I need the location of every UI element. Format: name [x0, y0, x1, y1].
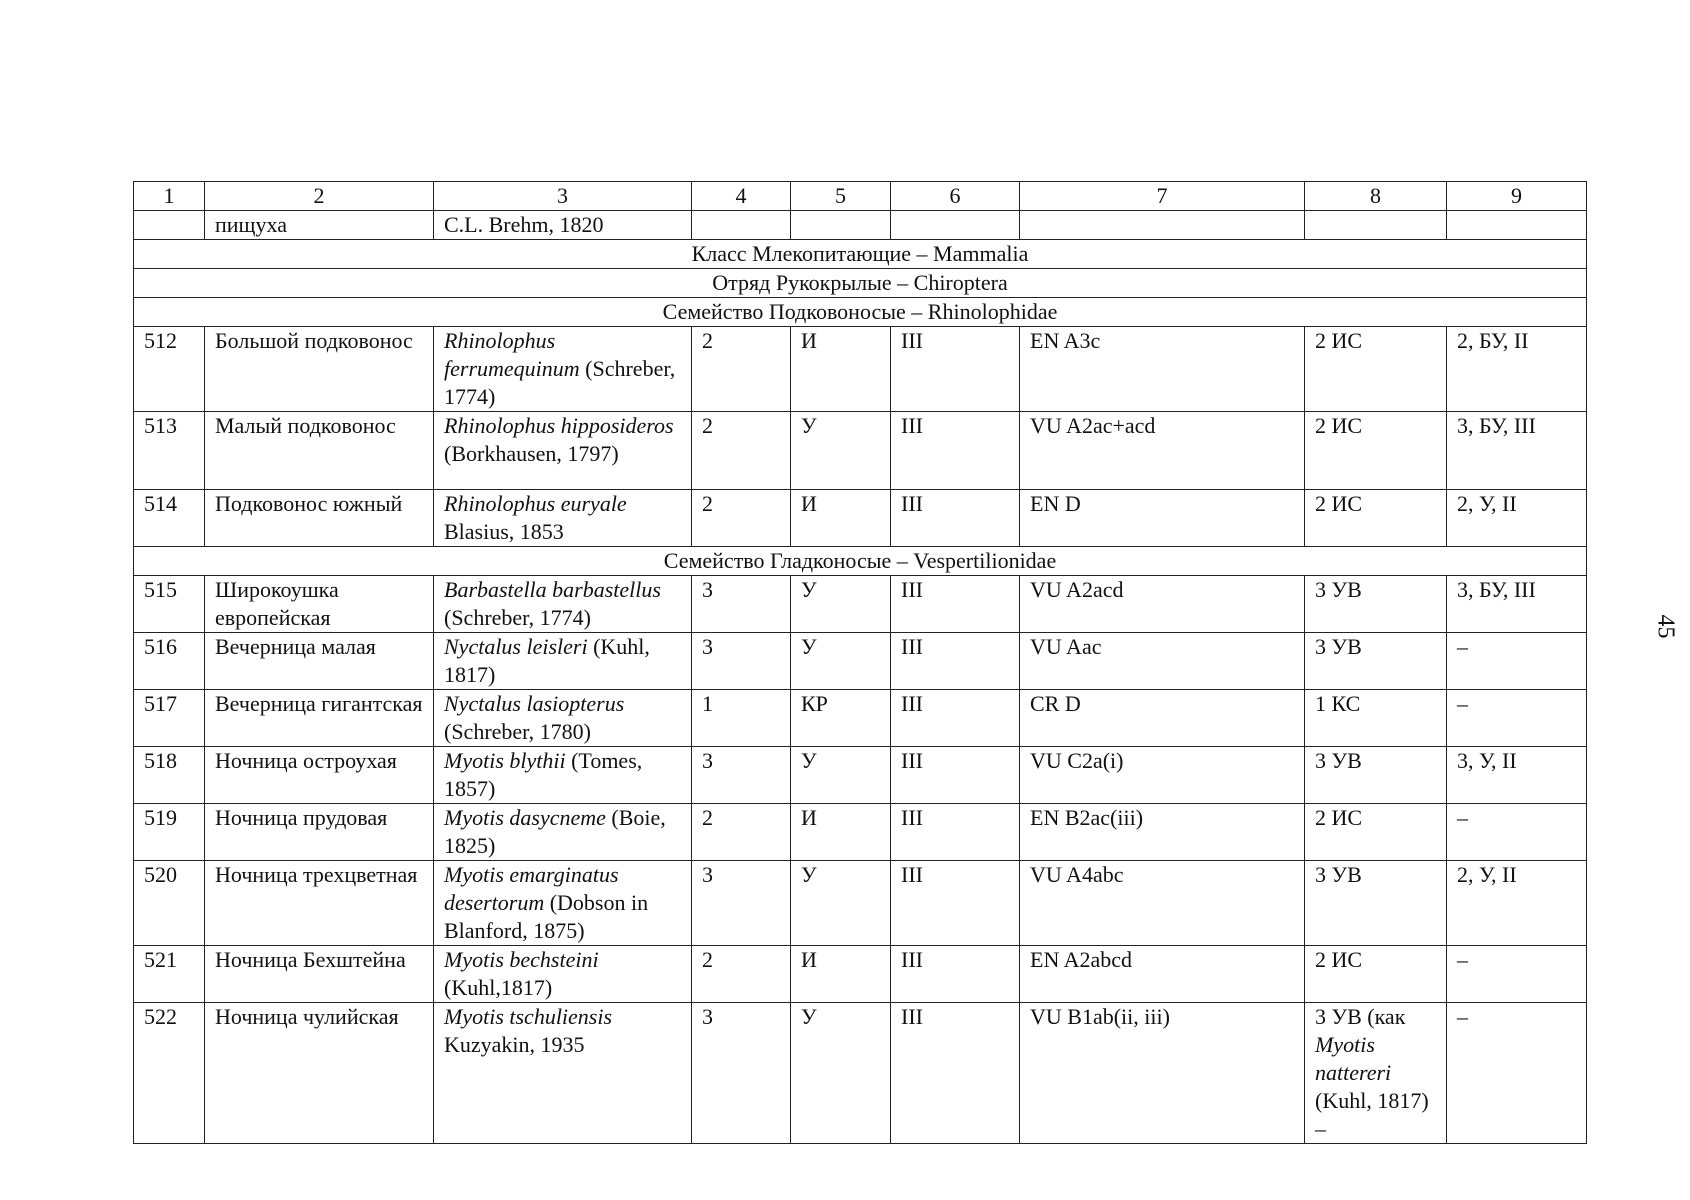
table-row	[134, 633, 1587, 690]
species-name-cell: Большой подковонос	[205, 327, 434, 412]
section-family-row	[134, 298, 1587, 327]
species-name-cell: Ночница трехцветная	[205, 861, 434, 946]
rows-group-rhinolophidae	[134, 327, 1587, 547]
column-header: 5	[791, 182, 891, 211]
latin-name-cell	[434, 576, 692, 633]
priority-cell: III	[891, 490, 1020, 547]
regional-status-cell: 2, У, II	[1447, 490, 1587, 547]
federal-status-cell: 3 УВ	[1305, 633, 1447, 690]
empty-cell	[1447, 211, 1587, 240]
latin-name-cell	[434, 747, 692, 804]
table-row	[134, 690, 1587, 747]
iucn-criteria-cell: VU A2ac+acd	[1020, 412, 1305, 490]
iucn-criteria-cell: VU B1ab(ii, iii)	[1020, 1003, 1305, 1144]
latin-author: Blasius, 1853	[444, 519, 564, 544]
category-cell: 2	[692, 490, 791, 547]
empty-cell	[891, 211, 1020, 240]
iucn-criteria-cell: EN B2ac(iii)	[1020, 804, 1305, 861]
status-cell: У	[791, 747, 891, 804]
row-number-cell: 521	[134, 946, 205, 1003]
latin-genus-species: Nyctalus lasiopterus	[444, 691, 625, 716]
priority-cell: III	[891, 412, 1020, 490]
federal-status-latin: Myotis nattereri	[1315, 1032, 1392, 1085]
column-header: 6	[891, 182, 1020, 211]
federal-status-text: 3 УВ (как	[1315, 1004, 1406, 1029]
latin-name-cell	[434, 690, 692, 747]
federal-status-cell: 2 ИС	[1305, 412, 1447, 490]
status-cell: И	[791, 946, 891, 1003]
latin-name-cell	[434, 1003, 692, 1144]
species-name-cell: Широкоушка европейская	[205, 576, 434, 633]
regional-status-cell: –	[1447, 946, 1587, 1003]
status-cell: И	[791, 490, 891, 547]
category-cell: 2	[692, 412, 791, 490]
table-row	[134, 946, 1587, 1003]
latin-name-cell	[434, 633, 692, 690]
section-order-row	[134, 269, 1587, 298]
status-cell: У	[791, 412, 891, 490]
category-cell: 3	[692, 747, 791, 804]
latin-genus-species: Barbastella barbastellus	[444, 577, 661, 602]
species-name-cell: Вечерница гигантская	[205, 690, 434, 747]
latin-author: (Kuhl,1817)	[444, 975, 553, 1000]
federal-status-cell	[1305, 1003, 1447, 1144]
column-header: 4	[692, 182, 791, 211]
section-class-row	[134, 240, 1587, 269]
priority-cell: III	[891, 861, 1020, 946]
section-heading: Класс Млекопитающие – Mammalia	[134, 240, 1587, 269]
section-family-row	[134, 547, 1587, 576]
category-cell: 3	[692, 633, 791, 690]
empty-cell	[692, 211, 791, 240]
latin-author: (Boie, 1825)	[444, 805, 666, 858]
red-book-table	[133, 181, 1587, 1144]
federal-status-cell: 3 УВ	[1305, 861, 1447, 946]
federal-status-cell: 3 УВ	[1305, 747, 1447, 804]
row-number-cell: 517	[134, 690, 205, 747]
table-row	[134, 1003, 1587, 1144]
row-number-cell: 516	[134, 633, 205, 690]
latin-genus-species: Myotis blythii	[444, 748, 566, 773]
latin-author: (Dobson in Blanford, 1875)	[444, 890, 649, 943]
status-cell: КР	[791, 690, 891, 747]
regional-status-cell: 2, БУ, II	[1447, 327, 1587, 412]
latin-author: (Borkhausen, 1797)	[444, 441, 619, 466]
column-header: 9	[1447, 182, 1587, 211]
row-number-cell: 518	[134, 747, 205, 804]
iucn-criteria-cell: CR D	[1020, 690, 1305, 747]
iucn-criteria-cell: EN A2abcd	[1020, 946, 1305, 1003]
row-number-cell	[134, 211, 205, 240]
regional-status-cell: 2, У, II	[1447, 861, 1587, 946]
table-row	[134, 804, 1587, 861]
species-name-cell: Вечерница малая	[205, 633, 434, 690]
latin-genus-species: Rhinolophus euryale	[444, 491, 627, 516]
table-row	[134, 861, 1587, 946]
federal-status-cell: 2 ИС	[1305, 946, 1447, 1003]
table-row	[134, 576, 1587, 633]
row-number-cell: 512	[134, 327, 205, 412]
latin-genus-species: Nyctalus leisleri	[444, 634, 588, 659]
latin-genus-species: Myotis tschuliensis	[444, 1004, 613, 1029]
category-cell: 2	[692, 804, 791, 861]
category-cell: 1	[692, 690, 791, 747]
priority-cell: III	[891, 576, 1020, 633]
federal-status-cell: 1 КС	[1305, 690, 1447, 747]
regional-status-cell: 3, У, II	[1447, 747, 1587, 804]
column-header-row	[134, 182, 1587, 211]
federal-status-cell: 3 УВ	[1305, 576, 1447, 633]
section-heading: Отряд Рукокрылые – Chiroptera	[134, 269, 1587, 298]
iucn-criteria-cell: EN D	[1020, 490, 1305, 547]
latin-genus-species: Rhinolophus hipposideros	[444, 413, 674, 438]
table-row	[134, 490, 1587, 547]
priority-cell: III	[891, 747, 1020, 804]
latin-name-cell	[434, 861, 692, 946]
latin-genus-species: Myotis emarginatus desertorum	[444, 862, 619, 915]
row-number-cell: 522	[134, 1003, 205, 1144]
empty-cell	[791, 211, 891, 240]
status-cell: У	[791, 633, 891, 690]
priority-cell: III	[891, 804, 1020, 861]
row-number-cell: 520	[134, 861, 205, 946]
table-row	[134, 327, 1587, 412]
latin-author: Kuzyakin, 1935	[444, 1032, 585, 1057]
species-name-cell: Ночница прудовая	[205, 804, 434, 861]
status-cell: У	[791, 1003, 891, 1144]
iucn-criteria-cell: VU A2acd	[1020, 576, 1305, 633]
row-number-cell: 514	[134, 490, 205, 547]
latin-genus-species: Myotis dasycneme	[444, 805, 606, 830]
iucn-criteria-cell: VU C2a(i)	[1020, 747, 1305, 804]
column-header: 7	[1020, 182, 1305, 211]
latin-author: (Kuhl, 1817)	[444, 634, 650, 687]
species-name-cell: Ночница остроухая	[205, 747, 434, 804]
table-row	[134, 412, 1587, 490]
latin-name-cell: C.L. Brehm, 1820	[434, 211, 692, 240]
latin-name-cell	[434, 412, 692, 490]
latin-author: (Schreber, 1774)	[444, 605, 591, 630]
iucn-criteria-cell: EN A3c	[1020, 327, 1305, 412]
row-number-cell: 515	[134, 576, 205, 633]
category-cell: 2	[692, 327, 791, 412]
latin-genus-species: Myotis bechsteini	[444, 947, 599, 972]
species-name-cell: Малый подковонос	[205, 412, 434, 490]
regional-status-cell: –	[1447, 633, 1587, 690]
section-heading: Семейство Гладконосые – Vespertilionidae	[134, 547, 1587, 576]
species-name-cell: пищуха	[205, 211, 434, 240]
regional-status-cell: –	[1447, 804, 1587, 861]
iucn-criteria-cell: VU Aac	[1020, 633, 1305, 690]
status-cell: У	[791, 576, 891, 633]
column-header: 8	[1305, 182, 1447, 211]
regional-status-cell: 3, БУ, III	[1447, 412, 1587, 490]
species-name-cell: Подковонос южный	[205, 490, 434, 547]
status-cell: И	[791, 327, 891, 412]
column-header: 1	[134, 182, 205, 211]
category-cell: 2	[692, 946, 791, 1003]
regional-status-cell: –	[1447, 1003, 1587, 1144]
regional-status-cell: –	[1447, 690, 1587, 747]
page-number: 45	[1652, 614, 1679, 639]
priority-cell: III	[891, 327, 1020, 412]
latin-genus-species: Rhinolophus ferrumequinum	[444, 328, 580, 381]
status-cell: И	[791, 804, 891, 861]
federal-status-cell: 2 ИС	[1305, 490, 1447, 547]
latin-name-cell	[434, 327, 692, 412]
latin-name-cell	[434, 490, 692, 547]
regional-status-cell: 3, БУ, III	[1447, 576, 1587, 633]
category-cell: 3	[692, 1003, 791, 1144]
latin-author: (Tomes, 1857)	[444, 748, 643, 801]
column-header: 2	[205, 182, 434, 211]
category-cell: 3	[692, 861, 791, 946]
empty-cell	[1305, 211, 1447, 240]
federal-status-author: (Kuhl, 1817) –	[1315, 1088, 1429, 1141]
category-cell: 3	[692, 576, 791, 633]
table-row	[134, 747, 1587, 804]
table-row	[134, 211, 1587, 240]
section-heading: Семейство Подковоносые – Rhinolophidae	[134, 298, 1587, 327]
species-name-cell: Ночница чулийская	[205, 1003, 434, 1144]
federal-status-cell: 2 ИС	[1305, 327, 1447, 412]
priority-cell: III	[891, 633, 1020, 690]
row-number-cell: 513	[134, 412, 205, 490]
empty-cell	[1020, 211, 1305, 240]
priority-cell: III	[891, 690, 1020, 747]
latin-author: (Schreber, 1780)	[444, 719, 591, 744]
rows-group-vespertilionidae	[134, 576, 1587, 1144]
priority-cell: III	[891, 1003, 1020, 1144]
species-name-cell: Ночница Бехштейна	[205, 946, 434, 1003]
status-cell: У	[791, 861, 891, 946]
federal-status-cell: 2 ИС	[1305, 804, 1447, 861]
latin-name-cell	[434, 804, 692, 861]
latin-author: (Schreber, 1774)	[444, 356, 676, 409]
priority-cell: III	[891, 946, 1020, 1003]
iucn-criteria-cell: VU A4abc	[1020, 861, 1305, 946]
row-number-cell: 519	[134, 804, 205, 861]
latin-name-cell	[434, 946, 692, 1003]
column-header: 3	[434, 182, 692, 211]
